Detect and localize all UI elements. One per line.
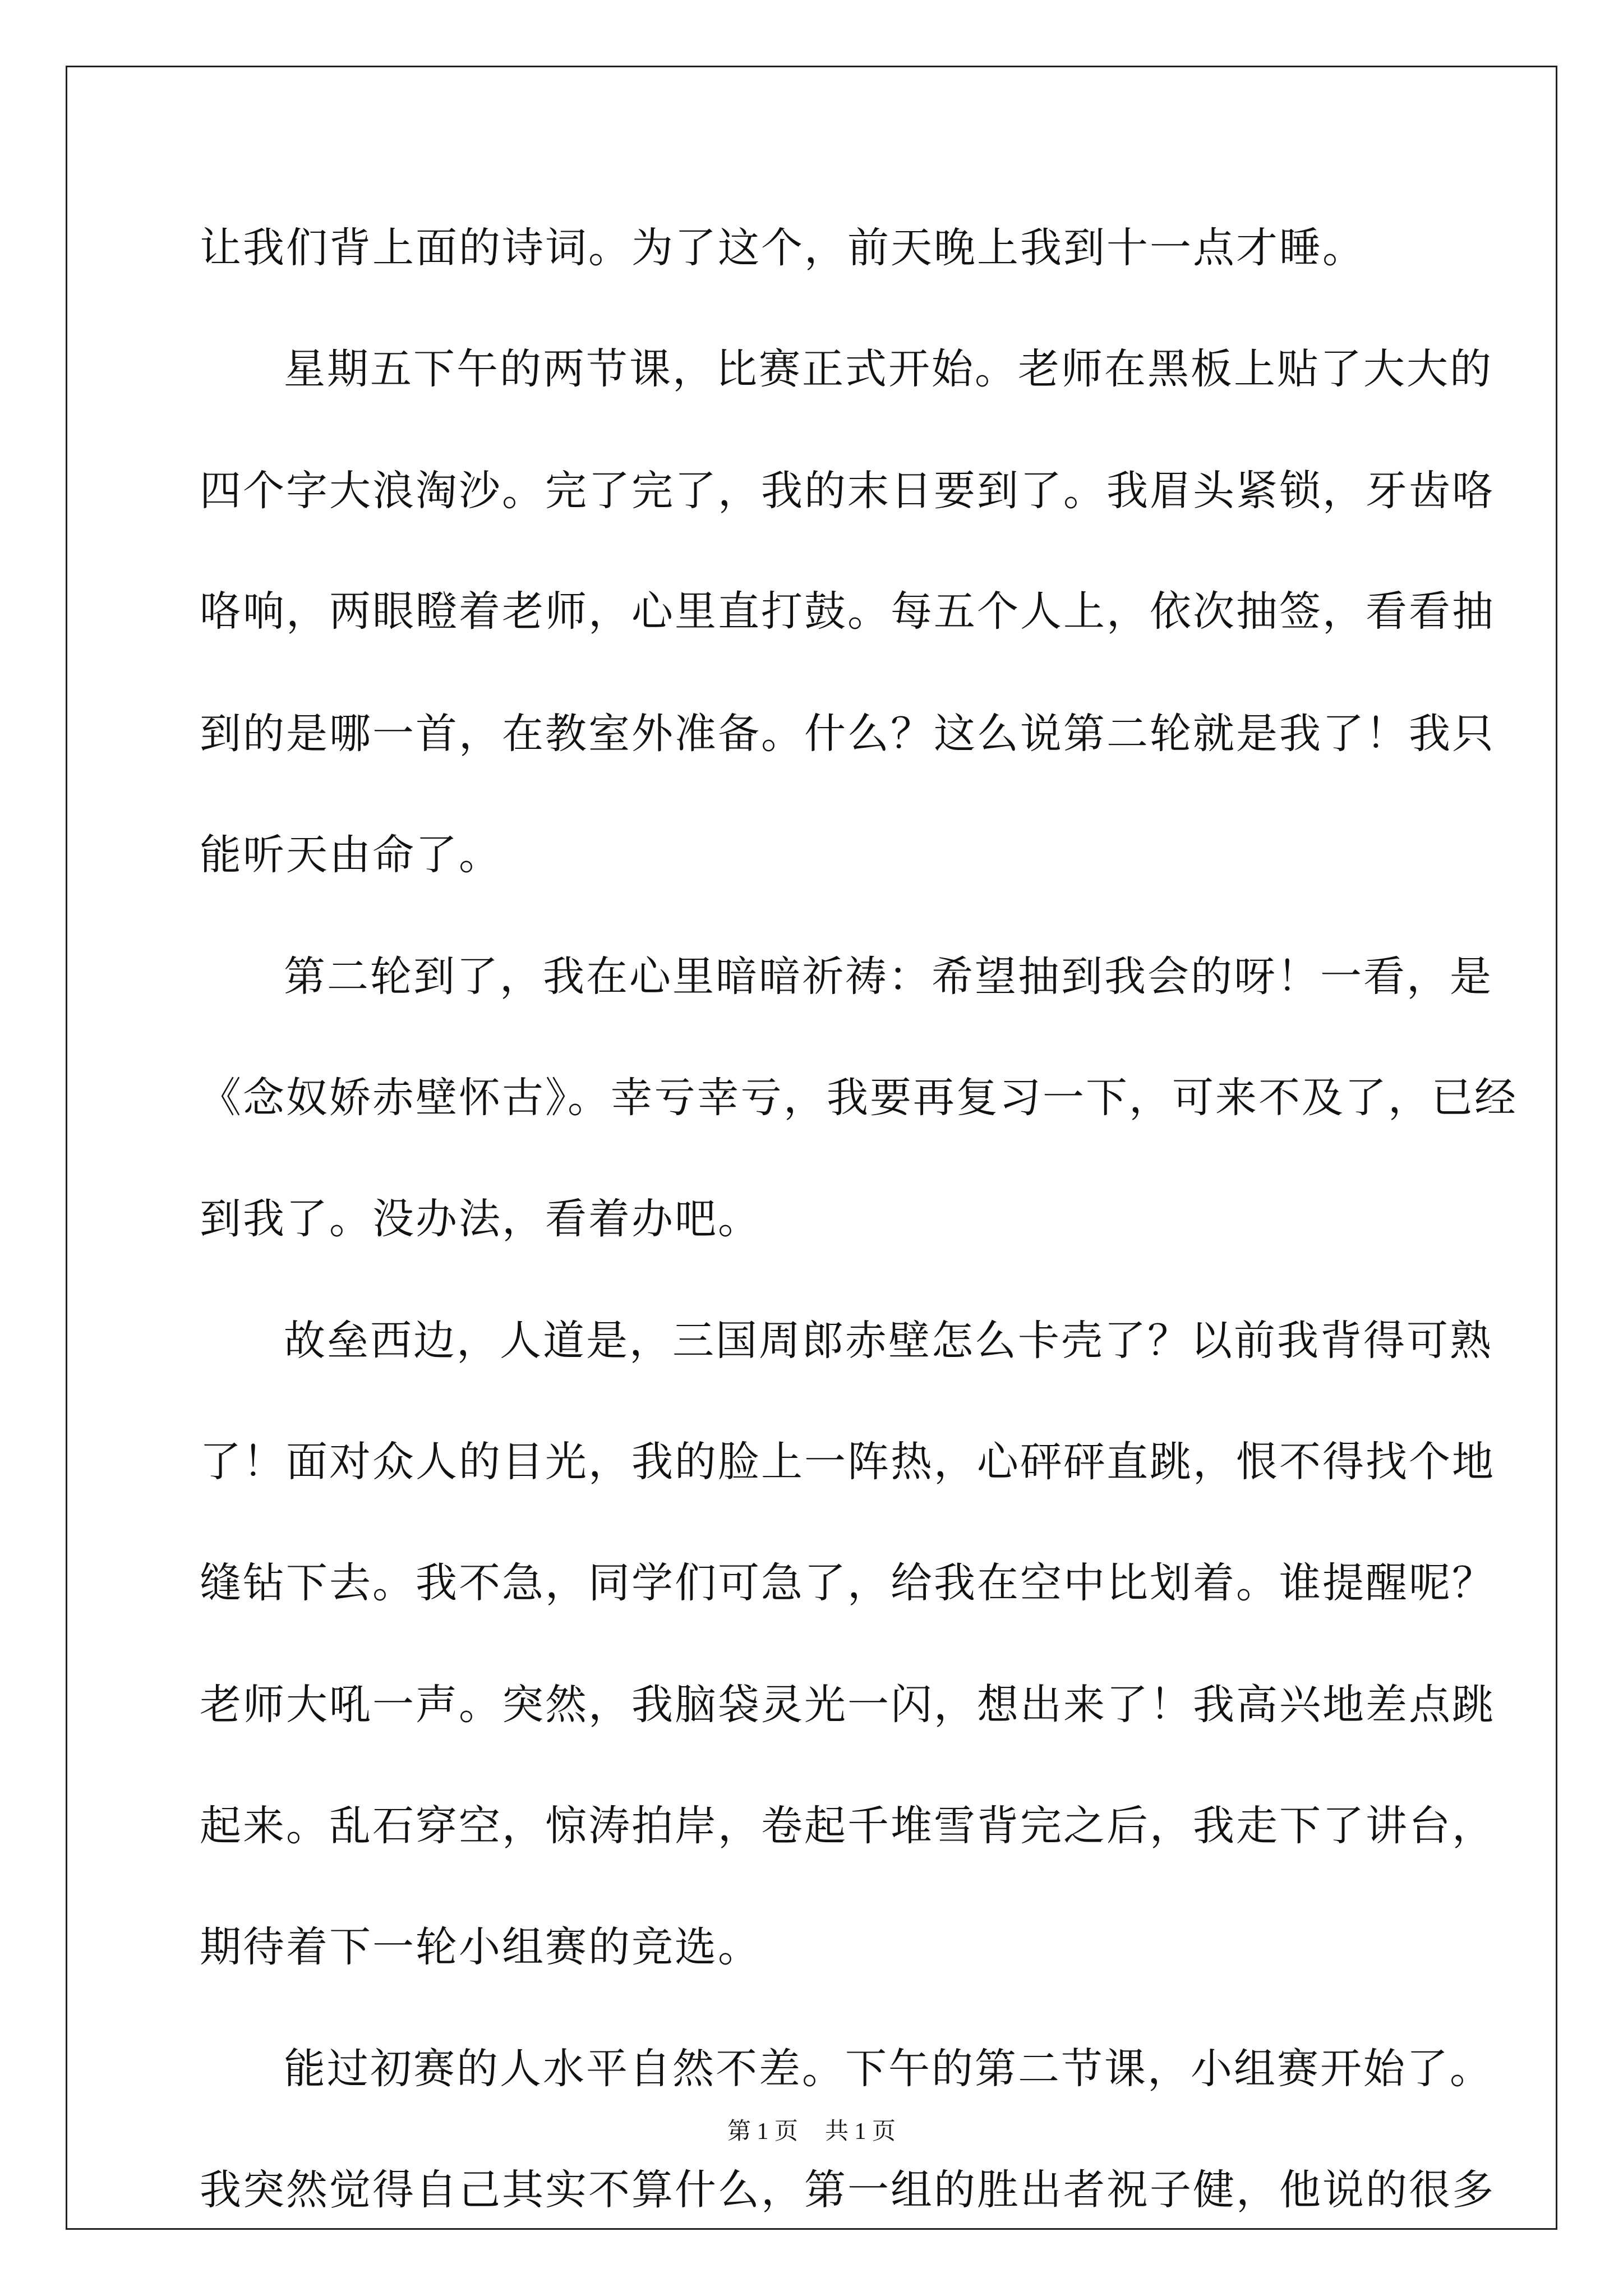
text-line: 《念奴娇赤壁怀古》。幸亏幸亏，我要再复习一下，可来不及了，已经: [200, 1074, 1518, 1122]
text-line: 我突然觉得自己其实不算什么，第一组的胜出者祝子健，他说的很多: [200, 2166, 1495, 2214]
text-line: 故垒西边，人道是，三国周郎赤壁怎么卡壳了？以前我背得可熟: [284, 1317, 1493, 1365]
text-line: 四个字大浪淘沙。完了完了，我的末日要到了。我眉头紧锁，牙齿咯: [200, 467, 1495, 515]
text-line: 星期五下午的两节课，比赛正式开始。老师在黑板上贴了大大的: [284, 345, 1493, 393]
text-line: 第二轮到了，我在心里暗暗祈祷：希望抽到我会的呀！一看，是: [284, 953, 1493, 1001]
text-line: 缝钻下去。我不急，同学们可急了，给我在空中比划着。谁提醒呢？: [200, 1559, 1495, 1607]
text-line: 老师大吼一声。突然，我脑袋灵光一闪，想出来了！我高兴地差点跳: [200, 1681, 1495, 1729]
text-line: 能过初赛的人水平自然不差。下午的第二节课，小组赛开始了。: [284, 2045, 1493, 2093]
text-line: 起来。乱石穿空，惊涛拍岸，卷起千堆雪背完之后，我走下了讲台，: [200, 1802, 1495, 1850]
text-line: 了！面对众人的目光，我的脸上一阵热，心砰砰直跳，恨不得找个地: [200, 1438, 1495, 1486]
text-line: 能听天由命了。: [200, 831, 502, 879]
text-line: 期待着下一轮小组赛的竞选。: [200, 1923, 761, 1971]
page-number: 第 1 页: [727, 2119, 798, 2145]
text-line: 咯响，两眼瞪着老师，心里直打鼓。每五个人上，依次抽签，看看抽: [200, 587, 1495, 636]
text-line: 让我们背上面的诗词。为了这个，前天晚上我到十一点才睡。: [200, 224, 1366, 272]
page-total: 共 1 页: [825, 2119, 896, 2145]
text-line: 到的是哪一首，在教室外准备。什么？这么说第二轮就是我了！我只: [200, 710, 1495, 758]
text-line: 到我了。没办法，看着办吧。: [200, 1195, 761, 1243]
page-footer: [0, 2115, 1623, 2148]
